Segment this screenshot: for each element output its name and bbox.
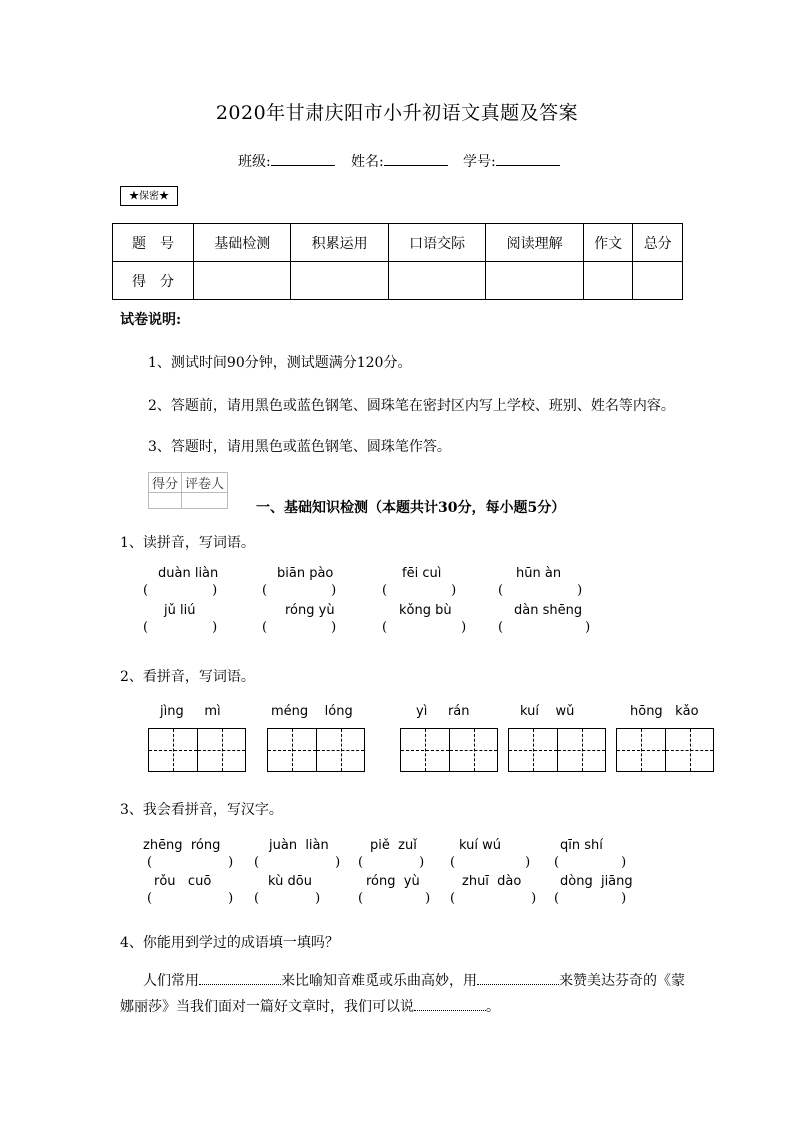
instruction-item: 3、答题时，请用黑色或蓝色钢笔、圆珠笔作答。 <box>148 439 451 455</box>
pinyin-label: rǒu cuō <box>154 874 212 889</box>
score-header-cell: 基础检测 <box>194 224 291 262</box>
pinyin-label: dòng jiāng <box>560 874 633 889</box>
answer-paren[interactable]: ( ) <box>382 620 467 635</box>
question-1-prompt: 1、读拼音，写词语。 <box>120 535 255 551</box>
score-row-label: 得 分 <box>113 262 194 300</box>
question-2-prompt: 2、看拼音，写词语。 <box>120 669 255 685</box>
instructions-heading: 试卷说明: <box>120 312 182 328</box>
score-header-cell: 总分 <box>633 224 683 262</box>
paragraph-text: 来比喻知音难觅或乐曲高妙，用 <box>281 973 477 989</box>
paragraph-text: 娜丽莎》当我们面对一篇好文章时，我们可以说 <box>120 999 414 1015</box>
grader-reviewer-cell[interactable] <box>182 493 228 509</box>
score-table <box>112 223 683 300</box>
score-input-cell[interactable] <box>583 262 633 300</box>
name-blank[interactable] <box>384 151 448 166</box>
writing-grid[interactable] <box>616 728 714 772</box>
answer-paren[interactable]: ( ) <box>254 891 321 906</box>
answer-paren[interactable]: ( ) <box>382 583 457 598</box>
answer-paren[interactable]: ( ) <box>262 583 337 598</box>
answer-paren[interactable]: ( ) <box>450 855 531 870</box>
score-table-header-row <box>113 224 683 262</box>
answer-paren[interactable]: ( ) <box>254 855 341 870</box>
pinyin-label: róng yù <box>285 603 335 618</box>
pinyin-label: kǒng bù <box>399 603 452 618</box>
pinyin-label: kù dōu <box>268 874 312 889</box>
question-4-prompt: 4、你能用到学过的成语填一填吗？ <box>120 935 339 951</box>
question-3-prompt: 3、我会看拼音，写汉字。 <box>120 802 283 818</box>
answer-paren[interactable]: ( ) <box>554 855 627 870</box>
answer-paren[interactable]: ( ) <box>143 583 218 598</box>
score-header-cell: 作文 <box>583 224 633 262</box>
pinyin-label: piě zuǐ <box>370 838 417 853</box>
name-label: 姓名: <box>351 154 384 170</box>
pinyin-label: fēi cuì <box>402 566 442 581</box>
pinyin-label: juàn liàn <box>269 838 329 853</box>
pinyin-label: róng yù <box>366 874 420 889</box>
score-input-cell[interactable] <box>486 262 583 300</box>
pinyin-label: jǔ liú <box>164 603 196 618</box>
secret-badge: ★保密★ <box>120 186 178 206</box>
pinyin-label: duàn liàn <box>158 566 219 581</box>
score-input-cell[interactable] <box>291 262 388 300</box>
answer-paren[interactable]: ( ) <box>554 891 627 906</box>
name-field <box>351 151 448 171</box>
pinyin-label: méng lóng <box>271 704 353 719</box>
paragraph-text: 人们常用 <box>143 973 199 989</box>
writing-grid[interactable] <box>508 728 606 772</box>
grader-box <box>148 472 228 509</box>
section-title: 一、基础知识检测（本题共计30分，每小题5分） <box>256 500 566 516</box>
pinyin-label: jìng mì <box>160 704 221 719</box>
score-input-cell[interactable] <box>388 262 485 300</box>
pinyin-label: dàn shēng <box>514 603 583 618</box>
score-header-cell: 积累运用 <box>291 224 388 262</box>
pinyin-label: hūn àn <box>516 566 562 581</box>
pinyin-label: zhēng róng <box>143 838 221 853</box>
answer-paren[interactable]: ( ) <box>262 620 337 635</box>
paragraph-text: 。 <box>486 999 500 1015</box>
id-blank[interactable] <box>496 151 560 166</box>
pinyin-label: kuí wǔ <box>520 704 575 719</box>
class-field <box>238 151 335 171</box>
pinyin-label: zhuī dào <box>462 874 522 889</box>
score-table-score-row <box>113 262 683 300</box>
pinyin-label: qīn shí <box>560 838 603 853</box>
instruction-item: 2、答题前，请用黑色或蓝色钢笔、圆珠笔在密封区内写上学校、班别、姓名等内容。 <box>148 398 675 414</box>
page-title: 2020年甘肃庆阳市小升初语文真题及答案 <box>215 102 579 124</box>
writing-grid[interactable] <box>148 728 246 772</box>
instruction-item: 1、测试时间90分钟，测试题满分120分。 <box>148 355 412 371</box>
idiom-paragraph-line-1 <box>143 970 685 990</box>
answer-paren[interactable]: ( ) <box>358 855 425 870</box>
score-input-cell[interactable] <box>633 262 683 300</box>
answer-paren[interactable]: ( ) <box>147 891 234 906</box>
answer-paren[interactable]: ( ) <box>498 583 583 598</box>
idiom-blank[interactable] <box>199 971 281 985</box>
answer-paren[interactable]: ( ) <box>450 891 537 906</box>
class-label: 班级: <box>238 154 271 170</box>
pinyin-label: yì rán <box>416 704 470 719</box>
class-blank[interactable] <box>271 151 335 166</box>
answer-paren[interactable]: ( ) <box>143 620 218 635</box>
writing-grid[interactable] <box>400 728 498 772</box>
id-field <box>463 151 560 171</box>
idiom-blank[interactable] <box>477 971 559 985</box>
answer-paren[interactable]: ( ) <box>498 620 591 635</box>
score-header-cell: 口语交际 <box>388 224 485 262</box>
grader-reviewer-label: 评卷人 <box>182 473 228 493</box>
idiom-blank[interactable] <box>414 997 486 1011</box>
answer-paren[interactable]: ( ) <box>147 855 234 870</box>
answer-paren[interactable]: ( ) <box>358 891 431 906</box>
score-header-cell: 阅读理解 <box>486 224 583 262</box>
id-label: 学号: <box>463 154 496 170</box>
pinyin-label: hōng kǎo <box>630 704 699 719</box>
writing-grid[interactable] <box>267 728 365 772</box>
idiom-paragraph-line-2 <box>120 996 500 1016</box>
grader-score-label: 得分 <box>149 473 182 493</box>
score-input-cell[interactable] <box>194 262 291 300</box>
pinyin-label: kuí wú <box>459 838 501 853</box>
pinyin-label: biān pào <box>277 566 334 581</box>
paragraph-text: 来赞美达芬奇的《蒙 <box>559 973 685 989</box>
score-header-cell: 题 号 <box>113 224 194 262</box>
grader-score-cell[interactable] <box>149 493 182 509</box>
